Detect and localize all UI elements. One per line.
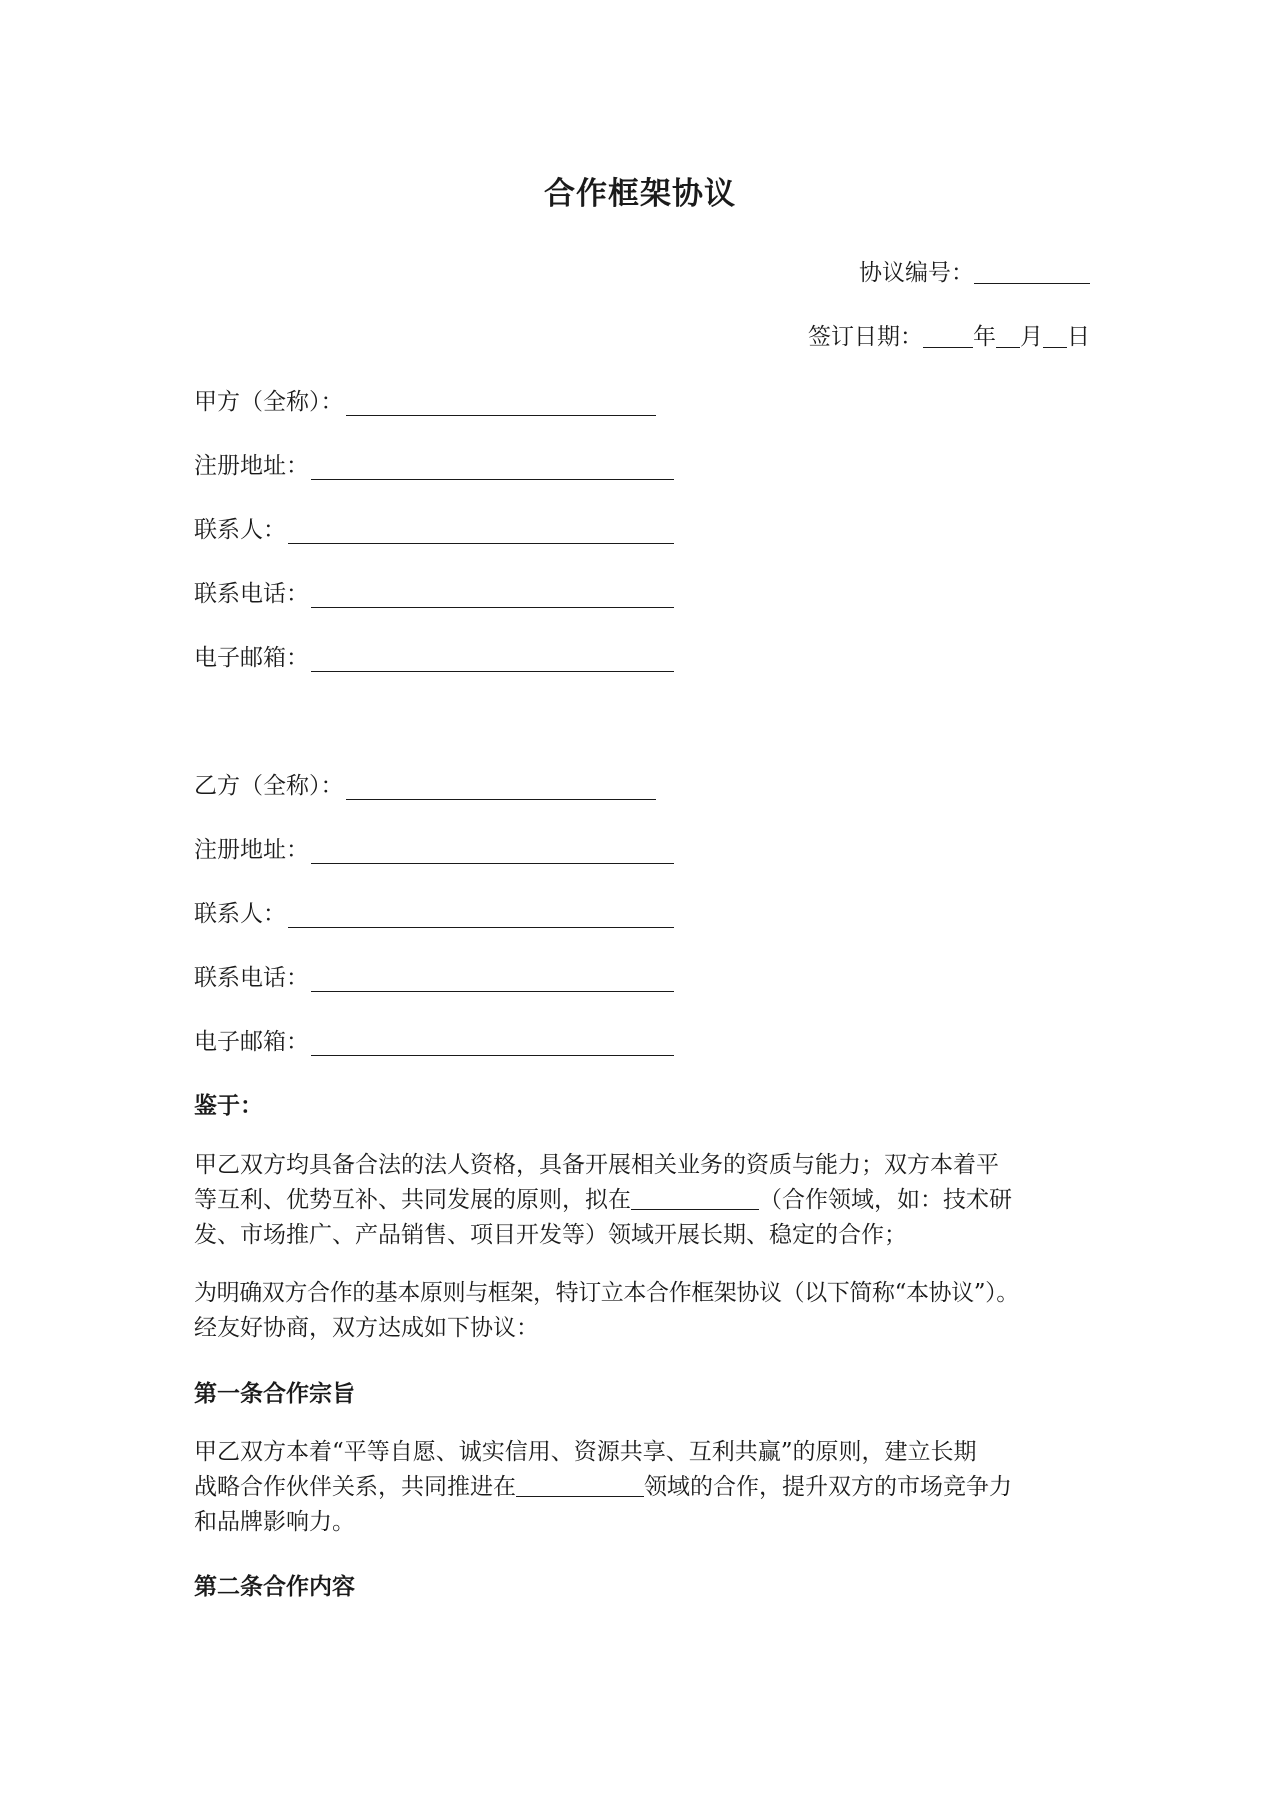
party-b-address-label: 注册地址： — [194, 837, 309, 863]
party-a-contact-label: 联系人： — [194, 517, 286, 543]
sign-date-year-label: 年 — [973, 324, 996, 350]
party-b-phone-blank[interactable] — [311, 965, 674, 992]
whereas-heading: 鉴于： — [194, 1092, 263, 1119]
whereas-p2-line1: 为明确双方合作的基本原则与框架，特订立本合作框架协议（以下简称“本协议”）。 — [194, 1280, 1019, 1306]
whereas-p2-line2: 经友好协商，双方达成如下协议： — [194, 1315, 539, 1341]
sign-date-line — [808, 318, 1090, 351]
party-b-phone-field — [194, 959, 674, 992]
party-a-email-field — [194, 639, 674, 672]
page-title: 合作框架协议 — [544, 176, 736, 212]
party-b-name-field — [194, 767, 656, 800]
party-b-phone-label: 联系电话： — [194, 965, 309, 991]
party-a-contact-blank[interactable] — [288, 517, 674, 544]
article-1-line3: 和品牌影响力。 — [194, 1509, 355, 1535]
party-b-address-field — [194, 831, 674, 864]
party-a-address-field — [194, 447, 674, 480]
whereas-paragraph-2 — [194, 1276, 1094, 1346]
sign-date-label: 签订日期： — [808, 324, 923, 350]
sign-date-month-label: 月 — [1020, 324, 1043, 350]
sign-date-day-label: 日 — [1067, 324, 1090, 350]
party-a-contact-field — [194, 511, 674, 544]
party-a-address-blank[interactable] — [311, 453, 674, 480]
party-b-name-label: 乙方（全称）： — [194, 773, 344, 799]
party-b-name-blank[interactable] — [346, 773, 656, 800]
cooperation-field-blank[interactable] — [631, 1185, 759, 1210]
article-1-line2-after: 领域的合作，提升双方的市场竞争力 — [644, 1474, 1012, 1500]
party-b-email-blank[interactable] — [311, 1029, 674, 1056]
party-a-name-field — [194, 383, 656, 416]
article-1-line2-before: 战略合作伙伴关系，共同推进在 — [194, 1474, 516, 1500]
whereas-p1-line2 — [194, 1183, 1094, 1218]
party-b-address-blank[interactable] — [311, 837, 674, 864]
party-b-contact-field — [194, 895, 674, 928]
party-b-email-label: 电子邮箱： — [194, 1029, 309, 1055]
whereas-p1-line2-after: （合作领域，如：技术研 — [759, 1187, 1012, 1213]
party-b-contact-blank[interactable] — [288, 901, 674, 928]
party-a-email-label: 电子邮箱： — [194, 645, 309, 671]
article-1-paragraph — [194, 1435, 1094, 1540]
whereas-p1-line2-before: 等互利、优势互补、共同发展的原则，拟在 — [194, 1187, 631, 1213]
article-1-field-blank[interactable] — [516, 1472, 644, 1497]
party-a-phone-label: 联系电话： — [194, 581, 309, 607]
party-a-address-label: 注册地址： — [194, 453, 309, 479]
party-a-name-label: 甲方（全称）： — [194, 389, 344, 415]
agreement-number-line — [859, 254, 1090, 287]
sign-date-month-blank[interactable] — [996, 321, 1020, 348]
agreement-number-blank[interactable] — [974, 257, 1090, 284]
party-a-phone-blank[interactable] — [311, 581, 674, 608]
sign-date-year-blank[interactable] — [923, 321, 973, 348]
article-1-line1: 甲乙双方本着“平等自愿、诚实信用、资源共享、互利共赢”的原则，建立长期 — [194, 1439, 977, 1465]
article-1-line2 — [194, 1470, 1094, 1505]
party-a-email-blank[interactable] — [311, 645, 674, 672]
whereas-paragraph-1 — [194, 1148, 1094, 1253]
party-a-phone-field — [194, 575, 674, 608]
article-2-heading: 第二条合作内容 — [194, 1573, 355, 1600]
party-a-name-blank[interactable] — [346, 389, 656, 416]
article-1-heading: 第一条合作宗旨 — [194, 1380, 355, 1407]
whereas-p1-line3: 发、市场推广、产品销售、项目开发等）领域开展长期、稳定的合作； — [194, 1222, 907, 1248]
sign-date-day-blank[interactable] — [1043, 321, 1067, 348]
agreement-number-label: 协议编号： — [859, 260, 974, 286]
whereas-p1-line1: 甲乙双方均具备合法的法人资格，具备开展相关业务的资质与能力；双方本着平 — [194, 1152, 999, 1178]
party-b-email-field — [194, 1023, 674, 1056]
party-b-contact-label: 联系人： — [194, 901, 286, 927]
